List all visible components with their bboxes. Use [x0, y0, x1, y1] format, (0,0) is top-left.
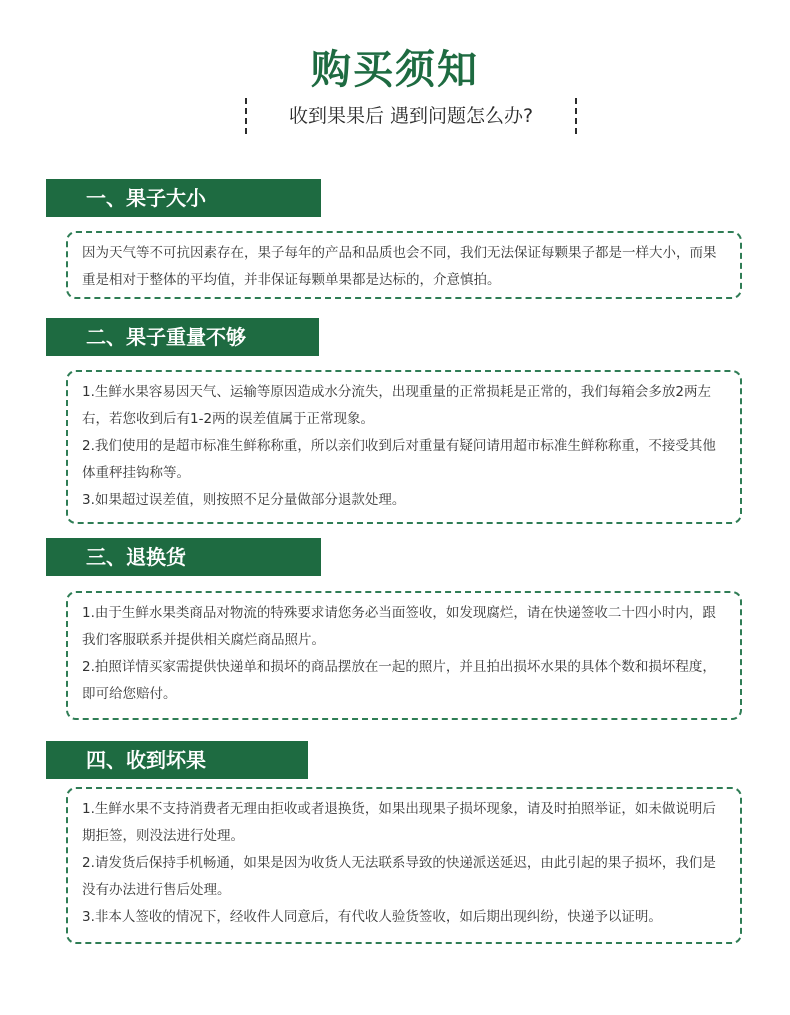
- section-title-weight: 二、果子重量不够: [46, 318, 319, 356]
- section-paragraph: 2.拍照详情买家需提供快递单和损坏的商品摆放在一起的照片，并且拍出损坏水果的具体个数和损坏程度，即可给您赔付。: [82, 659, 716, 702]
- section-paragraph: 因为天气等不可抗因素存在，果子每年的产品和品质也会不同，我们无法保证每颗果子都是一样大小，而果重是相对于整体的平均值，并非保证每颗单果都是达标的，介意慎拍。: [82, 245, 717, 288]
- section-paragraph: 3.非本人签收的情况下，经收件人同意后，有代收人验货签收，如后期出现纠纷，快递予以证明。: [82, 909, 662, 925]
- section-box-fruit-size: [66, 231, 742, 299]
- section-paragraph: 1.生鲜水果容易因天气、运输等原因造成水分流失，出现重量的正常损耗是正常的，我们每箱会多放2两左右，若您收到后有1-2两的误差值属于正常现象。: [82, 384, 711, 427]
- section-paragraph: 2.请发货后保持手机畅通，如果是因为收货人无法联系导致的快递派送延迟，由此引起的果子损坏，我们是没有办法进行售后处理。: [82, 855, 716, 898]
- section-title-bad-fruit: 四、收到坏果: [46, 741, 308, 779]
- section-paragraph: 2.我们使用的是超市标准生鲜称称重，所以亲们收到后对重量有疑问请用超市标准生鲜称称重，不接受其他体重秤挂钩称等。: [82, 438, 716, 481]
- section-box-bad-fruit: [66, 787, 742, 944]
- section-box-weight: [66, 370, 742, 524]
- section-paragraph: 3.如果超过误差值，则按照不足分量做部分退款处理。: [82, 492, 406, 508]
- section-paragraph: 1.生鲜水果不支持消费者无理由拒收或者退换货，如果出现果子损坏现象，请及时拍照举证，如未做说明后期拒签，则没法进行处理。: [82, 801, 716, 844]
- page-subtitle: 收到果果后 遇到问题怎么办?: [245, 98, 577, 134]
- page-title: 购买须知: [311, 47, 479, 93]
- section-title-fruit-size: 一、果子大小: [46, 179, 321, 217]
- section-paragraph: 1.由于生鲜水果类商品对物流的特殊要求请您务必当面签收，如发现腐烂，请在快递签收二十四小时内，跟我们客服联系并提供相关腐烂商品照片。: [82, 605, 716, 648]
- section-box-returns: [66, 591, 742, 720]
- section-title-returns: 三、退换货: [46, 538, 321, 576]
